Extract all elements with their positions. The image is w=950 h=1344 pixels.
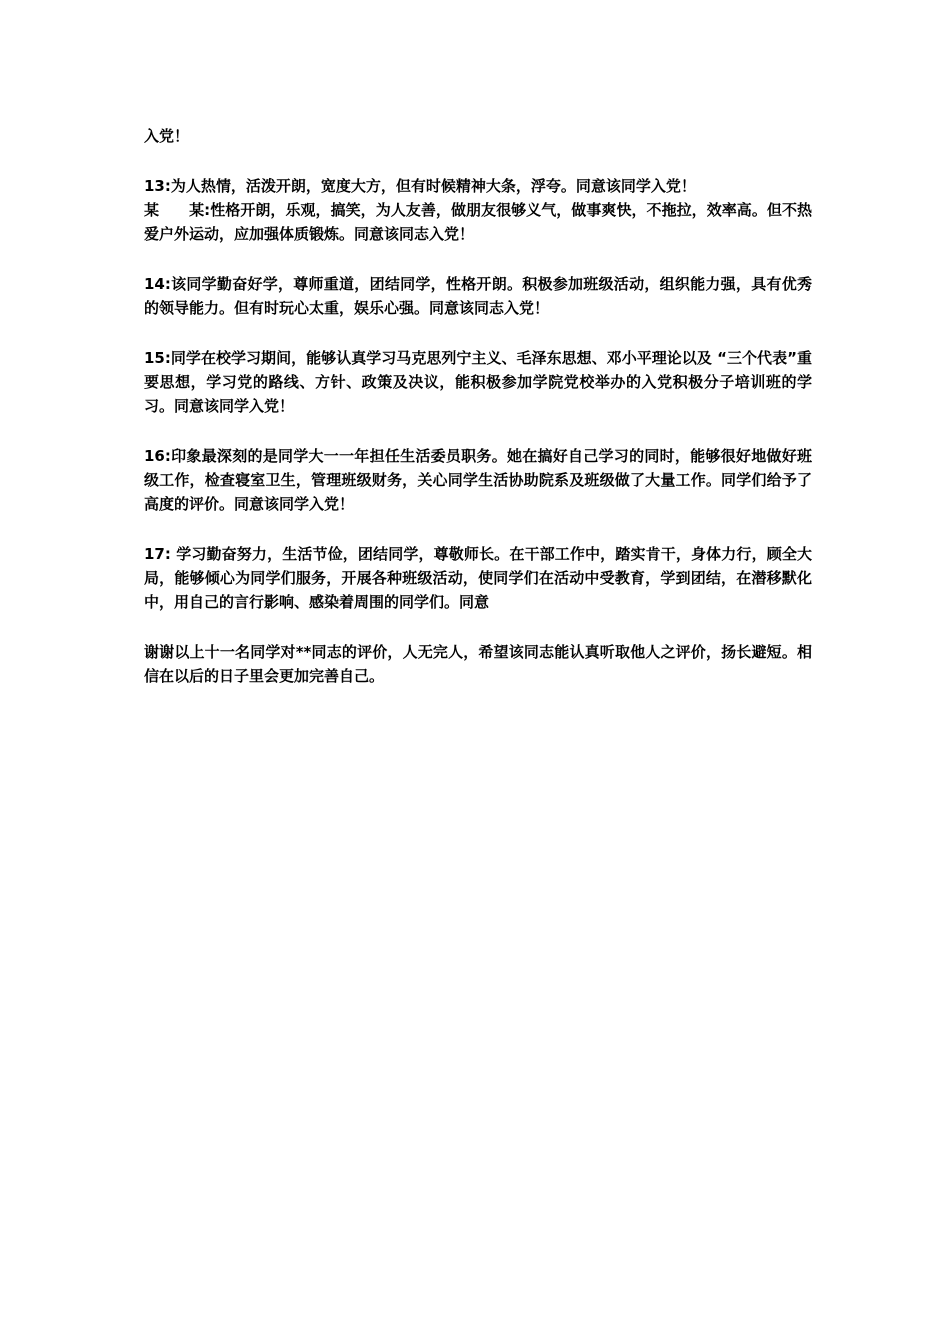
paragraph-13-line-1: 13:为人热情，活泼开朗，宽度大方，但有时候精神大条，浮夸。同意该同学入党！ xyxy=(144,177,696,195)
paragraph-14: 14:该同学勤奋好学，尊师重道，团结同学，性格开朗。积极参加班级活动，组织能力强，具有优秀的领导能力。但有时玩心太重，娱乐心强。同意该同志入党！ xyxy=(144,275,812,317)
document-body xyxy=(144,124,812,714)
paragraph-15: 15:同学在校学习期间，能够认真学习马克思列宁主义、毛泽东思想、邓小平理论以及 “三个代表”重要思想，学习党的路线、方针、政策及决议，能积极参加学院党校举办的入党积极分子培训班的学习。同意该同学入党！ xyxy=(144,349,812,415)
paragraph-17: 17: 学习勤奋努力，生活节俭，团结同学，尊敬师长。在干部工作中，踏实肯干，身体力行，顾全大局，能够倾心为同学们服务，开展各种班级活动，使同学们在活动中受教育，学到团结，在潜移默化中，用自己的言行影响、感染着周围的同学们。同意 xyxy=(144,545,812,611)
paragraph-13-block xyxy=(144,174,812,246)
closing-paragraph: 谢谢以上十一名同学对**同志的评价，人无完人，希望该同志能认真听取他人之评价，扬长避短。相信在以后的日子里会更加完善自己。 xyxy=(144,643,812,685)
lead-paragraph: 入党！ xyxy=(144,127,190,145)
paragraph-13-line-2: 某 某:性格开朗，乐观，搞笑，为人友善，做朋友很够义气，做事爽快，不拖拉，效率高。但不热爱户外运动，应加强体质锻炼。同意该同志入党！ xyxy=(144,201,812,243)
paragraph-16: 16:印象最深刻的是同学大一一年担任生活委员职务。她在搞好自己学习的同时，能够很好地做好班级工作，检查寝室卫生，管理班级财务，关心同学生活协助院系及班级做了大量工作。同学们给予了高度的评价。同意该同学入党！ xyxy=(144,447,812,513)
